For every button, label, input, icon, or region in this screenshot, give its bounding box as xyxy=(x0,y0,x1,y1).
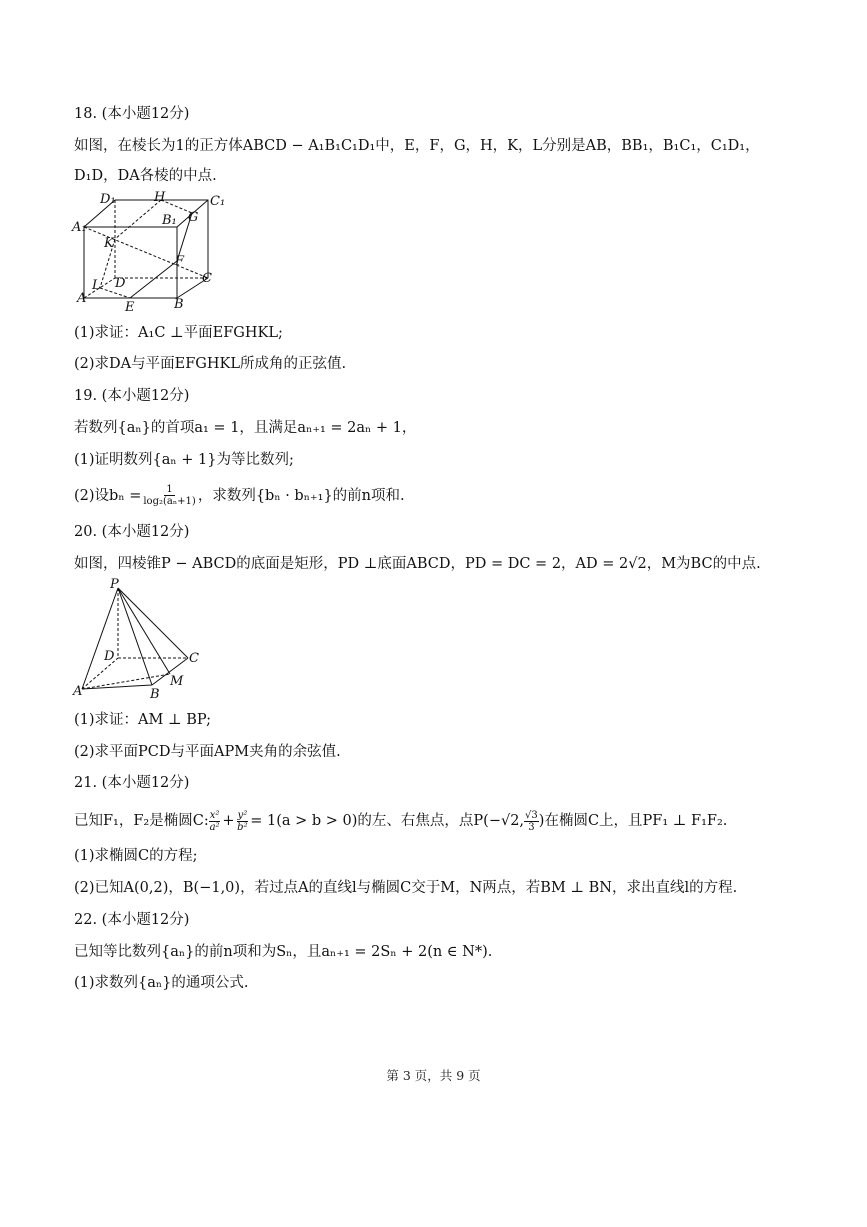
frac1-num: x² xyxy=(209,809,220,821)
label-K: K xyxy=(104,236,114,251)
problem-19-q1: (1)证明数列{aₙ + 1}为等比数列; xyxy=(74,452,294,468)
label-P: P xyxy=(110,577,119,592)
problem-21-header: 21. (本小题12分) xyxy=(74,775,190,791)
problem-21-q2: (2)已知A(0,2)，B(−1,0)，若过点A的直线l与椭圆C交于M，N两点，若BM ⊥ BN，求出直线l的方程. xyxy=(74,880,738,896)
label-A1: A₁ xyxy=(72,220,87,235)
label-A: A xyxy=(77,291,87,306)
label-A: A xyxy=(73,684,83,699)
problem-18-header: 18. (本小题12分) xyxy=(74,106,190,122)
label-G: G xyxy=(188,210,199,225)
problem-20-q1: (1)求证：AM ⊥ BP; xyxy=(74,712,211,728)
label-L: L xyxy=(92,278,101,293)
frac3-den: 3 xyxy=(528,821,535,833)
frac1-den: a² xyxy=(209,821,220,833)
label-F: F xyxy=(175,254,185,269)
label-H: H xyxy=(154,190,166,205)
problem-19-q2 xyxy=(74,484,405,507)
label-B: B xyxy=(174,297,184,312)
problem-21-q1: (1)求椭圆C的方程; xyxy=(74,848,198,864)
fraction-x2-a2 xyxy=(209,810,221,833)
text-part1: 已知F₁，F₂是椭圆C: xyxy=(74,813,209,829)
problem-20-header: 20. (本小题12分) xyxy=(74,524,190,540)
label-M: M xyxy=(170,674,184,689)
problem-22-header: 22. (本小题12分) xyxy=(74,912,190,928)
frac3-num: √3 xyxy=(525,809,538,821)
text-part2: = 1(a > b > 0)的左、右焦点，点P(−√2, xyxy=(250,813,525,829)
frac2-num: y² xyxy=(237,809,248,821)
plus-sign: + xyxy=(222,813,235,829)
problem-18-q2: (2)求DA与平面EFGHKL所成角的正弦值. xyxy=(74,356,347,372)
problem-18-text-line2: D₁D，DA各棱的中点. xyxy=(74,168,217,184)
frac-numerator: 1 xyxy=(166,484,173,495)
label-B1: B₁ xyxy=(162,213,177,228)
fraction-sqrt3-3 xyxy=(524,810,539,833)
frac2-den: b² xyxy=(237,821,248,833)
label-E: E xyxy=(125,300,135,315)
label-D: D xyxy=(104,649,115,664)
cube-figure xyxy=(70,190,230,315)
problem-22-q1: (1)求数列{aₙ}的通项公式. xyxy=(74,975,249,991)
problem-18-q1: (1)求证：A₁C ⊥平面EFGHKL; xyxy=(74,325,283,341)
problem-18-text-line1: 如图，在棱长为1的正方体ABCD − A₁B₁C₁D₁中，E，F，G，H，K，L分别是AB，BB₁，B₁C₁，C₁D₁， xyxy=(74,138,760,154)
problem-22-text: 已知等比数列{aₙ}的前n项和为Sₙ，且aₙ₊₁ = 2Sₙ + 2(n ∈ N*). xyxy=(74,944,493,960)
problem-19-header: 19. (本小题12分) xyxy=(74,388,190,404)
label-D: D xyxy=(115,276,126,291)
problem-20-q2: (2)求平面PCD与平面APM夹角的余弦值. xyxy=(74,744,341,760)
frac-denominator: log₂(aₙ+1) xyxy=(143,496,196,507)
page-footer: 第 3 页，共 9 页 xyxy=(386,1068,481,1083)
label-B: B xyxy=(150,687,160,700)
label-D1: D₁ xyxy=(100,192,116,207)
fraction-y2-b2 xyxy=(237,810,249,833)
problem-20-text: 如图，四棱锥P − ABCD的底面是矩形，PD ⊥底面ABCD，PD = DC = 2，AD = 2√2，M为BC的中点. xyxy=(74,556,761,572)
pyramid-figure xyxy=(70,575,210,700)
label-C: C xyxy=(189,651,199,666)
problem-19-text: 若数列{aₙ}的首项a₁ = 1，且满足aₙ₊₁ = 2aₙ + 1， xyxy=(74,420,417,436)
problem-21-text xyxy=(74,806,727,836)
q2-suffix: ，求数列{bₙ · bₙ₊₁}的前n项和. xyxy=(197,487,405,504)
label-C1: C₁ xyxy=(210,194,226,209)
q2-prefix: (2)设bₙ = xyxy=(74,487,142,504)
label-C: C xyxy=(202,271,212,286)
text-part3: )在椭圆C上，且PF₁ ⊥ F₁F₂. xyxy=(538,813,728,829)
fraction-b-n xyxy=(143,484,195,507)
